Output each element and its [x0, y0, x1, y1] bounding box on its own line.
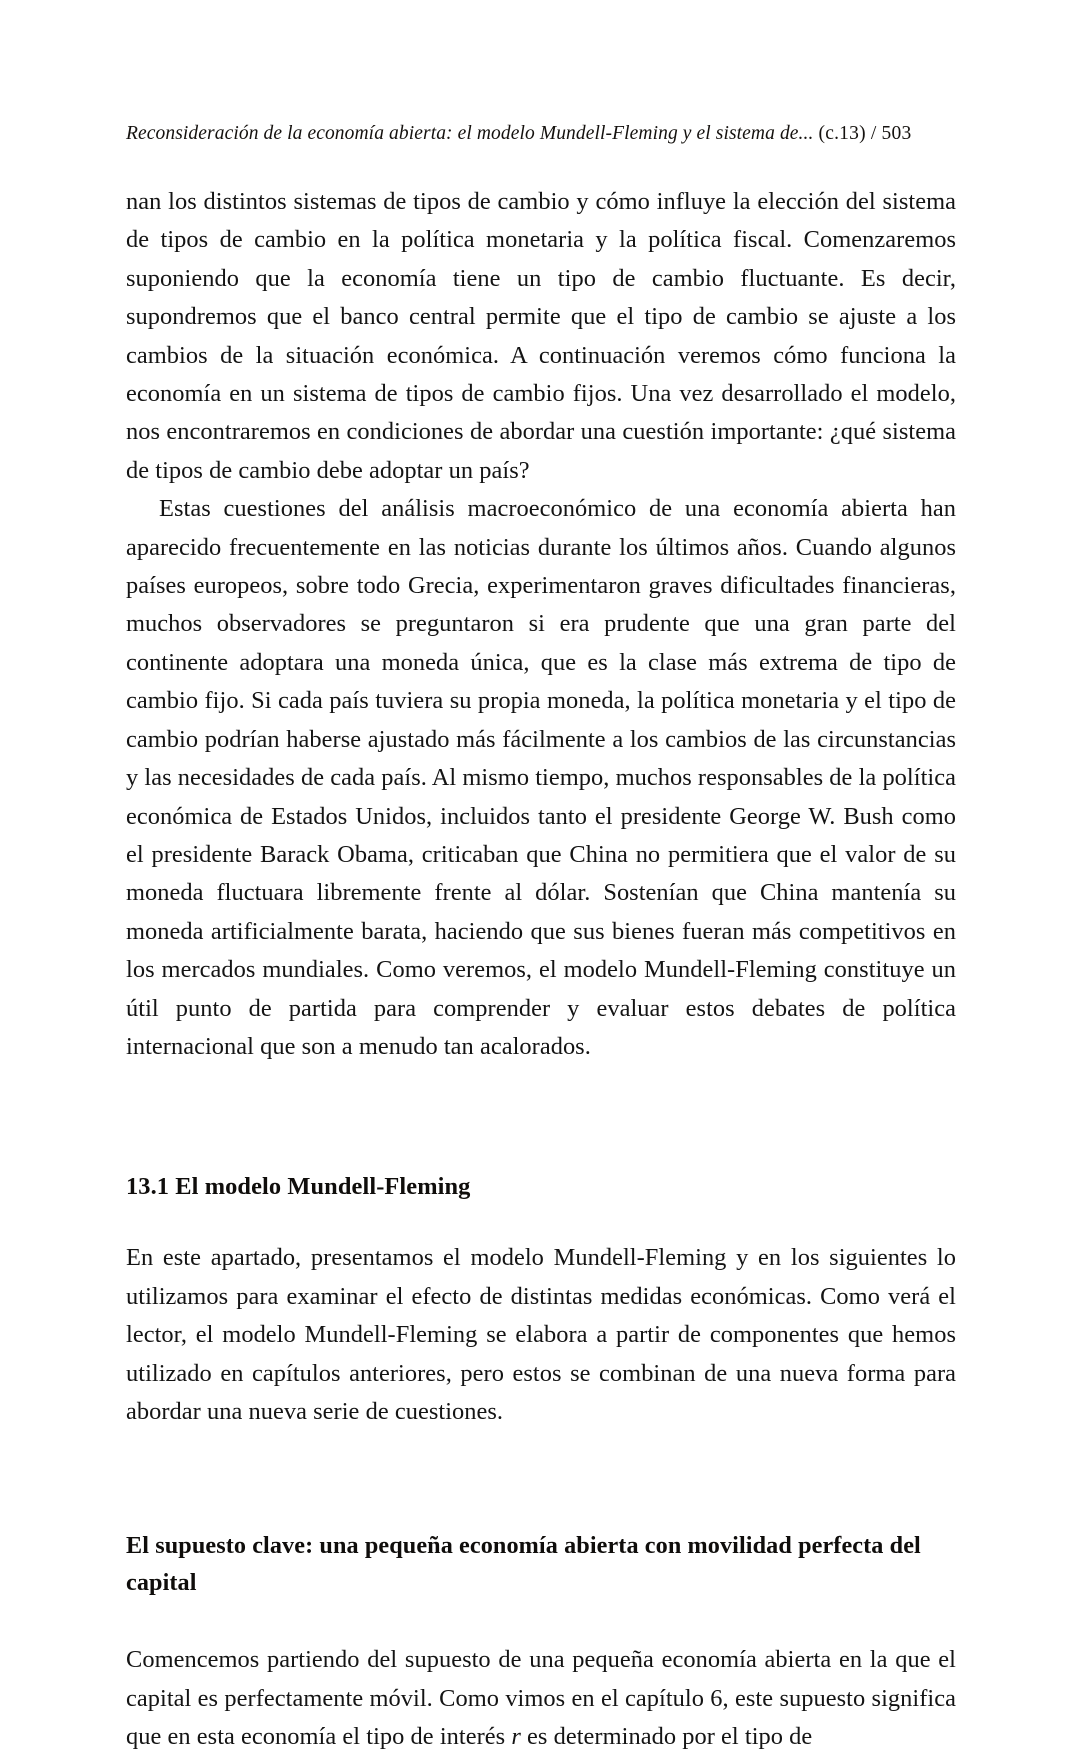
spacer-after-section-heading — [126, 1204, 956, 1239]
paragraph-text-part-2: es determinado por el tipo de — [520, 1723, 813, 1751]
text-column — [126, 183, 956, 1757]
subsection-heading-line-1: El supuesto clave: una pequeña economía abierta con movilidad perfecta — [126, 1532, 884, 1560]
spacer-before-subsection-heading — [126, 1431, 956, 1527]
spacer-after-subsection-heading — [126, 1601, 956, 1641]
paragraph-intro-debate: Estas cuestiones del análisis macroeconómico de una economía abierta han aparecido frecuentemente en las noticias durante los últimos años. Cuando algunos países europeos, sobre todo Grecia, experimentaron graves dificultades financieras, muchos observadores se preguntaron si era prudente que una gran parte del continente adoptara una moneda única, que es la clase más extrema de tipo de cambio fijo. Si cada país tuviera su propia moneda, la política monetaria y el tipo de cambio podrían haberse ajustado más fácilmente a los cambios de las circunstancias y las necesidades de cada país. Al mismo tiempo, muchos responsables de la política económica de Estados Unidos, incluidos tanto el presidente George W. Bush como el presidente Barack Obama, criticaban que China no permitiera que el valor de su moneda fluctuara libremente frente al dólar. Sostenían que China mantenía su moneda artificialmente barata, haciendo que sus bienes fueran más competitivos en los mercados mundiales. Como veremos, el modelo Mundell-Fleming constituye un útil punto de partida para comprender y evaluar estos debates de política internacional que son a menudo tan acalorados. — [126, 495, 956, 1060]
paragraph-section-intro: En este apartado, presentamos el modelo Mundell-Fleming y en los siguientes lo utilizamos para examinar el efecto de distintas medidas económicas. Como verá el lector, el modelo Mundell-Fleming se elabora a partir de componentes que hemos utilizado en capítulos anteriores, pero estos se combinan de una nueva forma para abordar una nueva serie de cuestiones. — [126, 1244, 956, 1425]
running-head-title: Reconsideración de la economía abierta: el modelo Mundell-Fleming y el sistema de... — [126, 123, 814, 144]
paragraph-small-open-economy — [126, 1641, 956, 1756]
subsection-heading-key-assumption — [126, 1527, 956, 1601]
running-head — [126, 122, 956, 145]
running-head-folio: (c.13) / 503 — [813, 123, 912, 144]
paragraph-continued: nan los distintos sistemas de tipos de cambio y cómo influye la elección del sistema de tipos de cambio en la política monetaria y la política fiscal. Comenzaremos suponiendo que la economía tiene un tipo de cambio fluctuante. Es decir, supondremos que el banco central permite que el tipo de cambio se ajuste a los cambios de la situación económica. A continuación veremos cómo funciona la economía en un sistema de tipos de cambio fijos. Una vez desarrollado el modelo, nos encontraremos en condiciones de abordar una cuestión importante: ¿qué sistema de tipos de cambio debe adoptar un país? — [126, 188, 956, 484]
interest-rate-variable: r — [511, 1723, 521, 1751]
subsection-heading-line-2: del capital — [126, 1532, 921, 1597]
section-heading-13-1: 13.1 El modelo Mundell-Fleming — [126, 1173, 471, 1201]
spacer-before-section-heading — [126, 1066, 956, 1170]
paragraph-text-part-1: Comencemos partiendo del supuesto de una pequeña economía abierta en la que el capital es perfectamente móvil. Como vimos en el capítulo 6, este supuesto significa que en esta economía el tipo de interés — [126, 1646, 956, 1751]
